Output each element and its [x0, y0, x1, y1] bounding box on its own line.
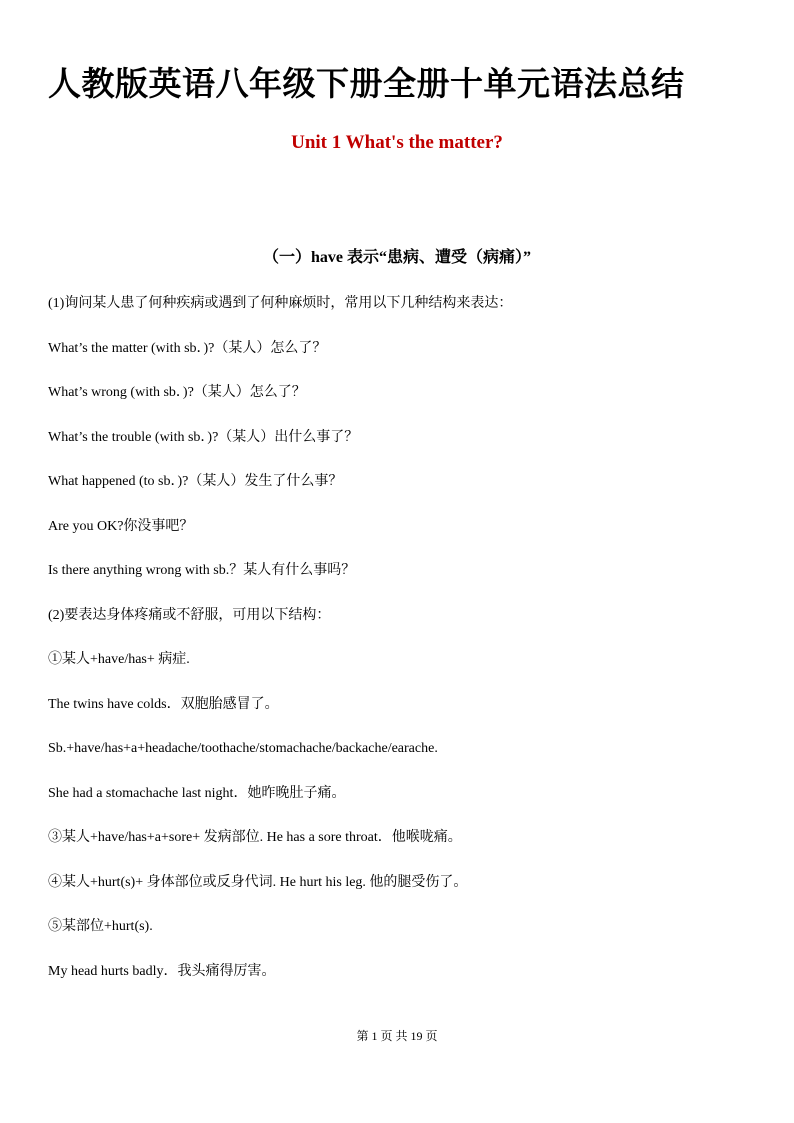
body-line: Are you OK?你没事吧？ [48, 519, 194, 534]
body-line: The twins have colds．双胞胎感冒了。 [48, 697, 279, 712]
body-line: What’s the matter (with sb．)?（某人）怎么了？ [48, 341, 327, 356]
section-heading: （一）have 表示“患病、遭受（病痛）” [262, 249, 531, 266]
body-line: What’s the trouble (with sb．)?（某人）出什么事了？ [48, 430, 359, 445]
body-line: What’s wrong (with sb．)?（某人）怎么了？ [48, 385, 306, 400]
body-line: ④某人+hurt(s)+ 身体部位或反身代词. He hurt his leg. 他的腿受伤了。 [48, 875, 468, 890]
body-line: ①某人+have/has+ 病症. [48, 652, 190, 667]
body-line: ③某人+have/has+a+sore+ 发病部位. He has a sore throat．他喉咙痛。 [48, 830, 462, 845]
body-line: Sb.+have/has+a+headache/toothache/stomachache/backache/earache. [48, 741, 438, 756]
body-line: She had a stomachache last night．她昨晚肚子痛。 [48, 786, 346, 801]
body-line: Is there anything wrong with sb.？某人有什么事吗？ [48, 563, 356, 578]
unit-title: Unit 1 What's the matter? [291, 132, 503, 153]
body-line: What happened (to sb．)?（某人）发生了什么事？ [48, 474, 343, 489]
body-line: My head hurts badly．我头痛得厉害。 [48, 964, 276, 979]
document-title: 人教版英语八年级下册全册十单元语法总结 [48, 64, 685, 103]
body-line: (1)询问某人患了何种疾病或遇到了何种麻烦时，常用以下几种结构来表达： [48, 296, 513, 311]
page-footer: 第 1 页 共 19 页 [356, 1029, 438, 1043]
body-line: ⑤某部位+hurt(s). [48, 919, 153, 934]
body-line: (2)要表达身体疼痛或不舒服，可用以下结构： [48, 608, 331, 623]
